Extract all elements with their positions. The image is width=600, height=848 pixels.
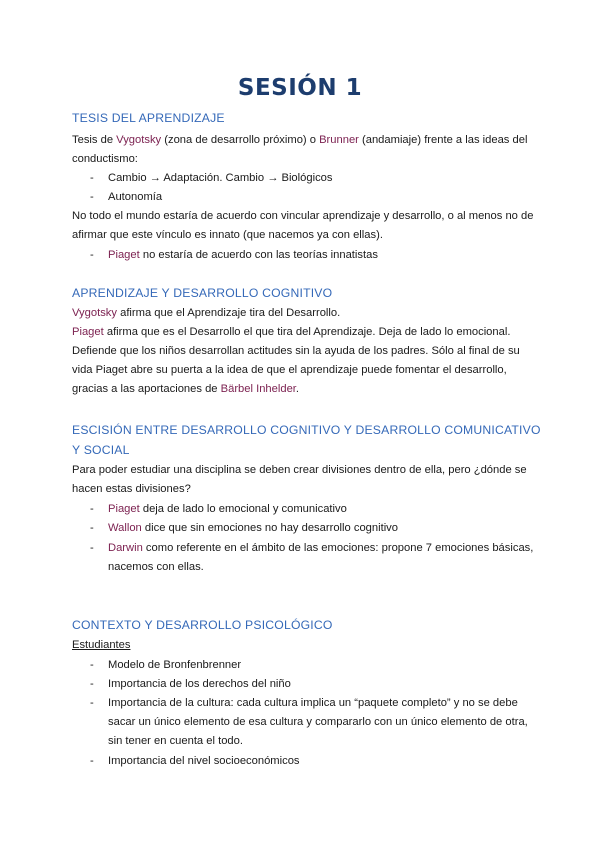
author-name: Piaget [108,503,140,515]
section1-intro: Tesis de Vygotsky (zona de desarrollo próximo) o Brunner (andamiaje) frente a las ideas del conductismo: [72,134,528,165]
author-name: Wallon [108,522,142,534]
section-heading-aprendizaje: APRENDIZAJE Y DESARROLLO COGNITIVO [72,286,333,300]
section-heading-tesis: TESIS DEL APRENDIZAJE [72,111,225,125]
author-name: Piaget [108,249,140,261]
section1-paragraph: No todo el mundo estaría de acuerdo con vincular aprendizaje y desarrollo, o al menos no de afirmar que este vínculo es innato (que nacemos ya con ellas). [72,210,534,241]
author-name: Vygotsky [116,134,162,146]
author-name: Vygotsky [72,307,117,319]
page-title: SESIÓN 1 [237,75,363,101]
section-heading-contexto: CONTEXTO Y DESARROLLO PSICOLÓGICO [72,618,333,632]
section-heading-escision: ESCISIÓN ENTRE DESARROLLO COGNITIVO Y DESARROLLO COMUNICATIVO Y SOCIAL [72,423,541,457]
author-name: Brunner [319,134,359,146]
author-name: Darwin [108,542,143,554]
author-name: Piaget [72,326,104,338]
subheading-estudiantes: Estudiantes [72,639,131,651]
section2-paragraph: Piaget afirma que es el Desarrollo el que tira del Aprendizaje. Deja de lado lo emocional. Defiende que los niños desarrollan actitudes sin la ayuda de los padres. Sólo al final de su vida Piaget abre su puerta a la idea de que el aprendizaje puede fomentar el desarrollo, gracias a las aportaciones de Bärbel Inhelder. [72,326,520,395]
section2-line: Vygotsky afirma que el Aprendizaje tira del Desarrollo. [72,307,341,319]
author-name: Bärbel Inhelder [220,383,296,395]
document-page: SESIÓN 1 TESIS DEL APRENDIZAJE Tesis de Vygotsky (zona de desarrollo próximo) o Brunner (andamiaje) frente a las ideas del conductismo: - Cambio → Adaptación. Cambio → Biológicos - Autonomía No todo el mundo estaría de acuerdo con vincular aprendizaje y desarrollo, o al menos no de afirmar que este vínculo es innato (que nacemos ya con ellas). - Piaget no estaría de acuerdo con las teorías innatistas APRENDIZAJE Y DESARROLLO COGNITIVO Vygotsky afirma que el Aprendizaje tira del Desarrollo. Piaget afirma que es el Desarrollo el que tira del Aprendizaje. Deja de lado lo emocional. Defiende que los niños desarrollan actitudes sin la ayuda de los padres. Sólo al final de su vida Piaget abre su puerta a la idea de que el aprendizaje puede fomentar el desarrollo, gracias a las aportaciones de Bärbel Inhelder. ESCISIÓN ENTRE DESARROLLO COGNITIVO Y DESARROLLO COMUNICATIVO Y SOCIAL Para poder estudiar una disciplina se deben crear divisiones dentro de ella, pero ¿dónde se hacen estas divisiones? - Piaget deja de lado lo emocional y comunicativo - Wallon dice que sin emociones no hay desarrollo cognitivo - Darwin como referente en el ámbito de las emociones: propone 7 emociones básicas, nacemos con ellas. CONTEXTO Y DESARROLLO PSICOLÓGICO Estudiantes - Modelo de Bronfenbrenner - Importancia de los derechos del niño - Importancia de la cultura: cada cultura implica un “paquete completo” y no se debe sacar un único elemento de esa cultura y compararlo con un único elemento de otra, sin tener en cuenta el todo. - Importancia del nivel socioeconómicos [0,0,600,848]
section3-paragraph: Para poder estudiar una disciplina se deben crear divisiones dentro de ella, pero ¿dónde se hacen estas divisiones? [72,464,527,495]
